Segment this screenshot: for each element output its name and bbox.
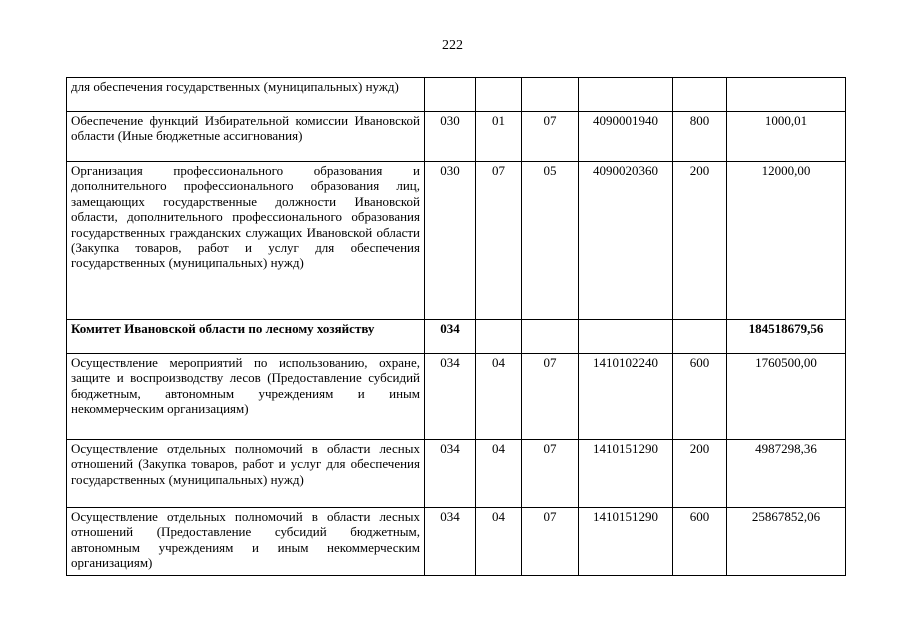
ministry-code-cell: 034	[425, 440, 476, 508]
section-code-cell: 04	[476, 440, 522, 508]
target-article-cell: 1410151290	[579, 440, 673, 508]
ministry-code-cell: 034	[425, 508, 476, 576]
table-row	[67, 354, 846, 440]
ministry-code-cell: 034	[425, 354, 476, 440]
subsection-code-cell: 07	[522, 354, 579, 440]
amount-cell: 12000,00	[727, 162, 846, 320]
row-name-cell: Осуществление отдельных полномочий в области лесных отношений (Закупка товаров, работ и услуг для обеспечения государственных (муниципальных) нужд)	[67, 440, 425, 508]
subsection-code-cell: 07	[522, 440, 579, 508]
table-row	[67, 162, 846, 320]
amount-cell	[727, 78, 846, 112]
row-name-cell: Организация профессионального образования и дополнительного профессионального образования лиц, замещающих государственные должности Ивановской области, дополнительного профессионального образования государственных гражданских служащих Ивановской области (Закупка товаров, работ и услуг для обеспечения государственных (муниципальных) нужд)	[67, 162, 425, 320]
target-article-cell: 4090020360	[579, 162, 673, 320]
subsection-code-cell	[522, 78, 579, 112]
target-article-cell	[579, 78, 673, 112]
section-code-cell	[476, 320, 522, 354]
ministry-code-cell: 034	[425, 320, 476, 354]
section-code-cell: 04	[476, 354, 522, 440]
row-name-cell: Осуществление мероприятий по использованию, охране, защите и воспроизводству лесов (Предоставление субсидий бюджетным, автономным учреждениям и иным некоммерческим организациям)	[67, 354, 425, 440]
section-code-cell	[476, 78, 522, 112]
expense-type-cell: 200	[673, 162, 727, 320]
ministry-code-cell	[425, 78, 476, 112]
target-article-cell: 1410102240	[579, 354, 673, 440]
budget-table	[66, 77, 846, 576]
ministry-code-cell: 030	[425, 112, 476, 162]
row-name-cell: Комитет Ивановской области по лесному хозяйству	[67, 320, 425, 354]
amount-cell: 1760500,00	[727, 354, 846, 440]
row-name-cell: Обеспечение функций Избирательной комиссии Ивановской области (Иные бюджетные ассигнования)	[67, 112, 425, 162]
section-code-cell: 01	[476, 112, 522, 162]
subsection-code-cell	[522, 320, 579, 354]
page-number: 222	[442, 38, 463, 53]
expense-type-cell: 800	[673, 112, 727, 162]
expense-type-cell: 200	[673, 440, 727, 508]
subsection-code-cell: 07	[522, 112, 579, 162]
expense-type-cell: 600	[673, 354, 727, 440]
table-row	[67, 320, 846, 354]
amount-cell: 4987298,36	[727, 440, 846, 508]
expense-type-cell	[673, 78, 727, 112]
amount-cell: 184518679,56	[727, 320, 846, 354]
ministry-code-cell: 030	[425, 162, 476, 320]
section-code-cell: 04	[476, 508, 522, 576]
target-article-cell: 4090001940	[579, 112, 673, 162]
expense-type-cell	[673, 320, 727, 354]
amount-cell: 1000,01	[727, 112, 846, 162]
subsection-code-cell: 07	[522, 508, 579, 576]
table-row	[67, 78, 846, 112]
amount-cell: 25867852,06	[727, 508, 846, 576]
expense-type-cell: 600	[673, 508, 727, 576]
subsection-code-cell: 05	[522, 162, 579, 320]
table-row	[67, 112, 846, 162]
row-name-cell: Осуществление отдельных полномочий в области лесных отношений (Предоставление субсидий бюджетным, автономным учреждениям и иным некоммерческим организациям)	[67, 508, 425, 576]
table-row	[67, 440, 846, 508]
section-code-cell: 07	[476, 162, 522, 320]
row-name-cell: для обеспечения государственных (муниципальных) нужд)	[67, 78, 425, 112]
target-article-cell	[579, 320, 673, 354]
table-row	[67, 508, 846, 576]
target-article-cell: 1410151290	[579, 508, 673, 576]
